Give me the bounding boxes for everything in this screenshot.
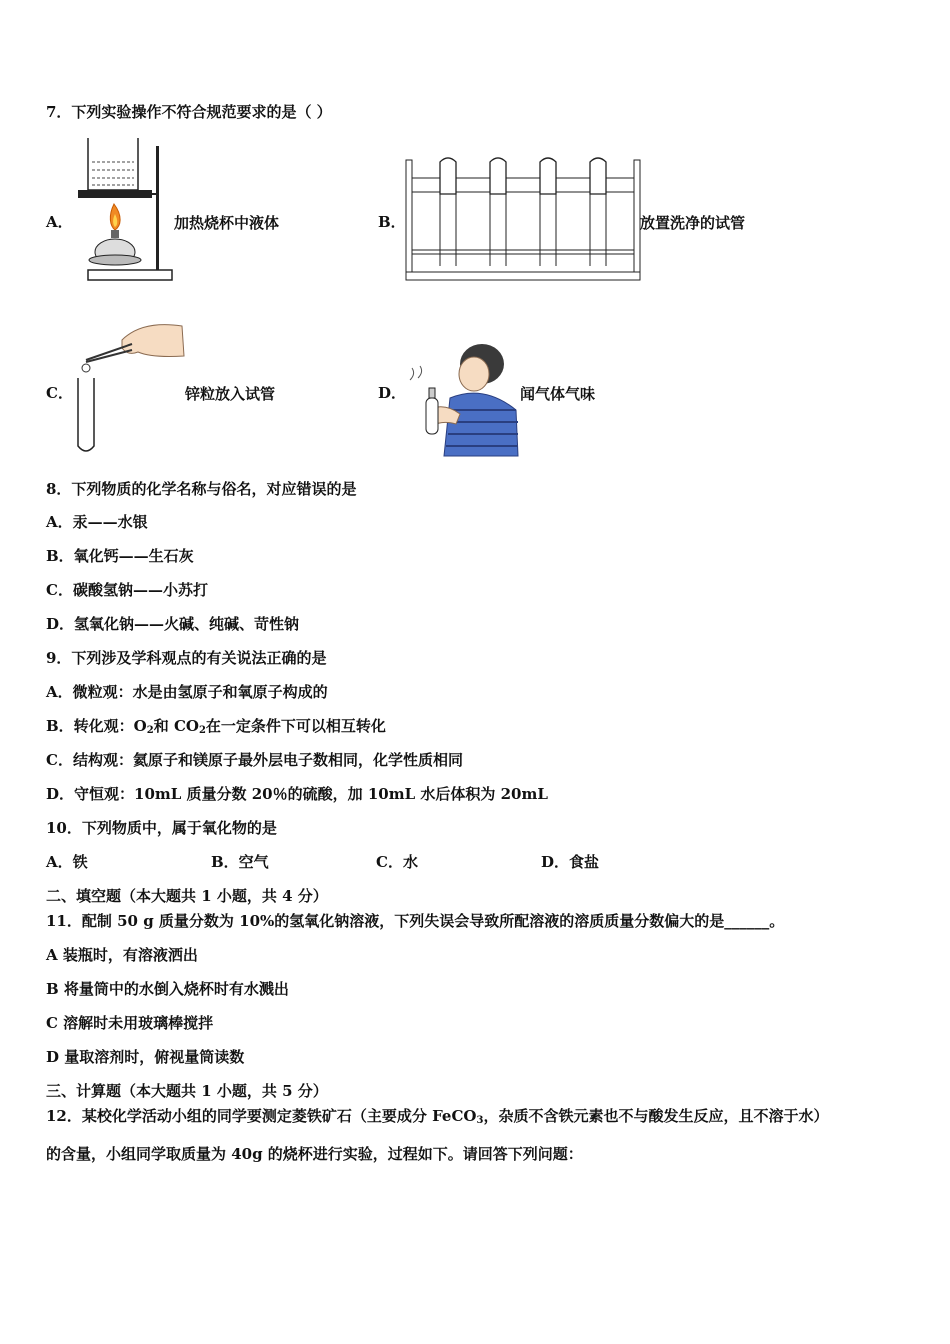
section-2-heading: 二、填空题（本大题共 1 小题，共 4 分） bbox=[46, 887, 328, 905]
q12-line-2: 的含量，小组同学取质量为 40g 的烧杯进行实验，过程如下。请回答下列问题： bbox=[46, 1145, 583, 1163]
q9-b-post: 在一定条件下可以相互转化 bbox=[205, 717, 386, 735]
q10-stem: 10．下列物质中，属于氧化物的是 bbox=[46, 819, 277, 837]
q8-stem: 8．下列物质的化学名称与俗名，对应错误的是 bbox=[46, 480, 357, 498]
q9-b-sub2: 2 bbox=[198, 725, 206, 736]
q8-option-a: A．汞——水银 bbox=[46, 513, 148, 531]
q10-option-d: D．食盐 bbox=[541, 853, 600, 871]
q7-stem: 7．下列实验操作不符合规范要求的是（ ） bbox=[46, 103, 332, 121]
q12-line1-sub: 3 bbox=[476, 1115, 484, 1126]
q9-option-d: D．守恒观：10mL 质量分数 20％的硫酸，加 10mL 水后体积为 20mL bbox=[46, 785, 548, 803]
q11-stem: 11．配制 50 g 质量分数为 10%的氢氧化钠溶液，下列失误会导致所配溶液的溶质质量分数偏大的是______。 bbox=[46, 912, 785, 930]
q7-option-b-letter: B． bbox=[378, 213, 406, 231]
q8-option-b: B．氧化钙——生石灰 bbox=[46, 547, 194, 565]
q7-option-c-caption: 锌粒放入试管 bbox=[185, 385, 276, 403]
q7-option-c-letter: C． bbox=[46, 384, 73, 402]
q11-option-d: D 量取溶剂时，俯视量筒读数 bbox=[46, 1048, 245, 1066]
q12-line-1 bbox=[46, 1106, 828, 1131]
q9-stem: 9．下列涉及学科观点的有关说法正确的是 bbox=[46, 649, 327, 667]
q11-option-b: B 将量筒中的水倒入烧杯时有水溅出 bbox=[46, 980, 289, 998]
smell-gas-figure bbox=[404, 340, 522, 458]
q10-option-c: C．水 bbox=[376, 853, 418, 871]
q9-b-mid: 和 CO bbox=[153, 717, 199, 735]
q7-option-d-caption: 闻气体气味 bbox=[520, 385, 596, 403]
section-3-heading: 三、计算题（本大题共 1 小题，共 5 分） bbox=[46, 1082, 328, 1100]
q9-option-a: A．微粒观：水是由氢原子和氧原子构成的 bbox=[46, 683, 328, 701]
q11-option-c: C 溶解时未用玻璃棒搅拌 bbox=[46, 1014, 214, 1032]
q12-line1-pre: 12．某校化学活动小组的同学要测定菱铁矿石（主要成分 FeCO bbox=[46, 1107, 477, 1125]
q7-option-a-caption: 加热烧杯中液体 bbox=[174, 214, 280, 232]
zinc-tube-figure bbox=[72, 318, 187, 458]
q8-option-d: D．氢氧化钠——火碱、纯碱、苛性钠 bbox=[46, 615, 300, 633]
q7-option-d-letter: D． bbox=[378, 384, 407, 402]
test-tube-rack-figure bbox=[404, 154, 644, 284]
q7-option-b-caption: 放置洗净的试管 bbox=[640, 214, 746, 232]
q9-option-c: C．结构观：氦原子和镁原子最外层电子数相同，化学性质相同 bbox=[46, 751, 463, 769]
heating-beaker-figure bbox=[78, 134, 178, 284]
q10-option-b: B．空气 bbox=[211, 853, 269, 871]
q9-option-b bbox=[46, 716, 386, 741]
q11-option-a: A 装瓶时，有溶液洒出 bbox=[46, 946, 198, 964]
q12-line1-post: ，杂质不含铁元素也不与酸发生反应，且不溶于水） bbox=[483, 1107, 829, 1125]
q10-option-a: A．铁 bbox=[46, 853, 88, 871]
q9-b-pre: B．转化观：O bbox=[46, 717, 147, 735]
q8-option-c: C．碳酸氢钠——小苏打 bbox=[46, 581, 208, 599]
q9-b-sub1: 2 bbox=[146, 725, 154, 736]
q7-option-a-letter: A． bbox=[46, 213, 73, 231]
